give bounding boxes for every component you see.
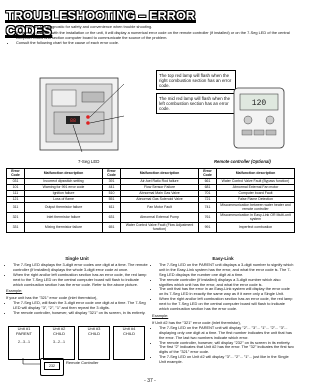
malfunction-cell: Ignition failure	[25, 191, 103, 197]
col-header: Error Code	[103, 169, 121, 179]
table-row	[7, 223, 295, 233]
unit-box	[113, 326, 145, 360]
unit-name: Unit #3	[87, 326, 101, 331]
unit-display: 2...3...1	[18, 339, 30, 344]
easy-bullet: • The 7-Seg LED on Unit #2 will display "3"... "2"... "1"... just like in the Single Unit example.	[159, 355, 294, 365]
remote-label: Remote controller (Optional)	[214, 159, 271, 164]
malfunction-cell: Abnormal External Fan motor	[217, 185, 295, 191]
svg-text:88: 88	[69, 118, 77, 124]
mid-lamp-callout: The mid red lamp will flash when the left combustion section has an error code.	[156, 93, 236, 113]
col-header: Malfunction description	[217, 169, 295, 179]
single-unit-heading: Single Unit	[65, 256, 89, 261]
malfunction-cell: Abnormal External Pump	[121, 213, 199, 223]
error-code-table	[6, 168, 295, 233]
unit-box	[8, 326, 40, 360]
remote-display: 232	[44, 362, 60, 370]
col-header: Malfunction description	[25, 169, 103, 179]
malfunction-cell: Miscommunication in Easy-Link OR Multi-unit system	[217, 213, 295, 223]
easy-bullet: • The unit that has the error in an Easy-Link system will display the error code on its 7-Seg LED in exactly the same way as if it were only a Single Unit.	[159, 287, 294, 297]
error-code-cell: 121	[7, 197, 25, 203]
lamp-callouts	[156, 70, 236, 117]
malfunction-cell: Miscommunication between water heater and remote controller	[217, 203, 295, 213]
malfunction-cell: Air-fuel Ratio Rod failure	[121, 179, 199, 185]
col-header: Error Code	[7, 169, 25, 179]
malfunction-cell: Output thermistor failure	[25, 203, 103, 213]
unit-box	[43, 326, 75, 360]
remote-controller-illustration	[228, 84, 290, 152]
easy-link-section	[152, 257, 294, 365]
error-code-cell: 681	[199, 185, 217, 191]
unit-role: CHILD	[87, 330, 100, 336]
intro-item: • Consult the following chart for the cause of each error code.	[16, 40, 296, 45]
error-code-cell: 311	[7, 203, 25, 213]
easy-bullet: • The 7-Seg LED on the PARENT unit displays a 3-digit number to signify which unit in the Easy-Link system has the error, and what the error code is. The 7-Seg LED displays the number one digit at a time.	[159, 263, 294, 278]
error-code-cell: 321	[7, 213, 25, 223]
malfunction-cell: Warning for 991 error code	[25, 185, 103, 191]
error-code-cell: 441	[103, 185, 121, 191]
single-example-text: If your unit has the "321" error code (inlet thermistor),	[6, 295, 98, 301]
error-code-cell: 611	[103, 203, 121, 213]
easy-bullet: • When the right and/or left combustion section has an error code, the red lamp next to the 7-Seg LED on the central computer board will flash to indicate which combustion section has the error code.	[159, 297, 294, 312]
malfunction-cell: Water Control Valve Fault (Flow Adjustment function)	[121, 223, 199, 233]
malfunction-cell: Incorrect dipswitch setting	[25, 179, 103, 185]
seven-seg-label: 7-Seg LED	[78, 159, 100, 164]
error-code-cell: 631	[103, 213, 121, 223]
error-code-cell: 551	[103, 197, 121, 203]
page-title: TROUBLESHOOTING – ERROR CODES	[6, 8, 195, 38]
page-number: - 37 -	[144, 378, 156, 384]
col-header: Error Code	[199, 169, 217, 179]
malfunction-cell: Abnormal Main Gas Valve	[121, 191, 199, 197]
unit-name: Unit #1	[17, 326, 31, 331]
single-bullet: • When the right and/or left combustion section has an error code, the red lamp next to the 7-Seg LED on the central computer board will flash to indicate which combustion section has the error code. Refer to the above picture.	[13, 273, 148, 288]
easy-bullet: • The remote controller, however, will display "232" on its screen in its entirety. The first "2" indicates that Unit #2 has the error. The "32" indicates the first two digits of the "321" error code.	[159, 341, 294, 356]
malfunction-cell: Flow Sensor Failure	[121, 185, 199, 191]
single-bullet: • The 7-Seg LED displays the 3-digit error codes one digit at a time. The remote controller (if installed) displays the whole 3-digit error code at once.	[13, 263, 148, 273]
malfunction-cell: Abnormal Gas Solenoid Valve	[121, 197, 199, 203]
easy-example-text: If Unit #2 has the "321" error code (inlet thermistor),	[152, 319, 241, 325]
single-example-label: Example:	[6, 288, 23, 294]
error-code-cell: 510	[103, 191, 121, 197]
easy-bullet: • The remote controller (if installed) displays a 3-digit number which also signifies which unit has the error, and what the error code is.	[159, 278, 294, 288]
error-code-cell: 661	[199, 179, 217, 185]
top-lamp-callout: The top red lamp will flash when the right combustion section has an error code.	[156, 70, 236, 90]
malfunction-cell: Imperfect combustion	[217, 223, 295, 233]
error-code-cell: 391	[103, 179, 121, 185]
error-code-cell: 721	[199, 197, 217, 203]
error-code-cell: 701	[199, 191, 217, 197]
unit-display: 3...2...1	[53, 339, 65, 344]
easy-link-heading: Easy-Link	[212, 256, 234, 261]
col-header: Malfunction description	[121, 169, 199, 179]
single-bullet: • The remote controller, however, will display "321" on its screen, in its entirety.	[13, 311, 148, 316]
remote-controller-label: Remote Controller	[66, 360, 99, 365]
single-bullet: • The 7-Seg LED, will flash the 3-digit error code one digit at a time. The 7-Seg LED will display "3", "2", "1" and then repeat the 3 digits.	[13, 301, 148, 311]
unit-role: CHILD	[122, 330, 135, 336]
error-code-cell: 991	[199, 223, 217, 233]
malfunction-cell: Computer board Fault	[217, 191, 295, 197]
table-row	[7, 203, 295, 213]
error-code-cell: 761	[199, 213, 217, 223]
intro-bullets	[6, 24, 296, 46]
malfunction-cell: Fan Motor Fault	[121, 203, 199, 213]
computer-board-illustration	[36, 72, 124, 154]
table-header-row	[7, 169, 295, 179]
error-code-cell: 031	[7, 179, 25, 185]
unit-role: CHILD	[52, 330, 65, 336]
unit-box	[78, 326, 110, 360]
malfunction-cell: Mixing thermistor failure	[25, 223, 103, 233]
error-code-cell: 111	[7, 191, 25, 197]
error-code-cell: 651	[103, 223, 121, 233]
malfunction-cell: Inlet thermistor failure	[25, 213, 103, 223]
unit-name: Unit #2	[52, 326, 66, 331]
intro-item: • If there is a problem with the installation or the unit, it will display a numerical error code on the remote controller (if installed) or on the 7-Seg LED of the central computer board and section computer board to communicate the source of the problem.	[16, 30, 296, 40]
error-code-cell: 741	[199, 203, 217, 213]
easy-bullet: • The 7-Seg LED on the PARENT unit will display "2"... "3"... "1"... "2"... "3"... displaying only one digit at a time. The first number indicates the unit that has the error. The last two numbers indicate which error.	[159, 326, 294, 341]
malfunction-cell: False Flame Detection	[217, 197, 295, 203]
table-row	[7, 213, 295, 223]
malfunction-cell: Water Control Valve Fault (Bypass function)	[217, 179, 295, 185]
intro-item: • The units are self diagnostic for safety and convenience when trouble shooting.	[16, 24, 296, 29]
error-code-cell: 331	[7, 223, 25, 233]
malfunction-cell: Loss of flame	[25, 197, 103, 203]
error-code-cell: 101	[7, 185, 25, 191]
unit-role: PARENT	[16, 330, 32, 336]
single-unit-section	[6, 257, 148, 316]
unit-name: Unit #4	[122, 326, 136, 331]
svg-text:120: 120	[251, 99, 267, 108]
easy-example-label: Example:	[152, 312, 169, 318]
